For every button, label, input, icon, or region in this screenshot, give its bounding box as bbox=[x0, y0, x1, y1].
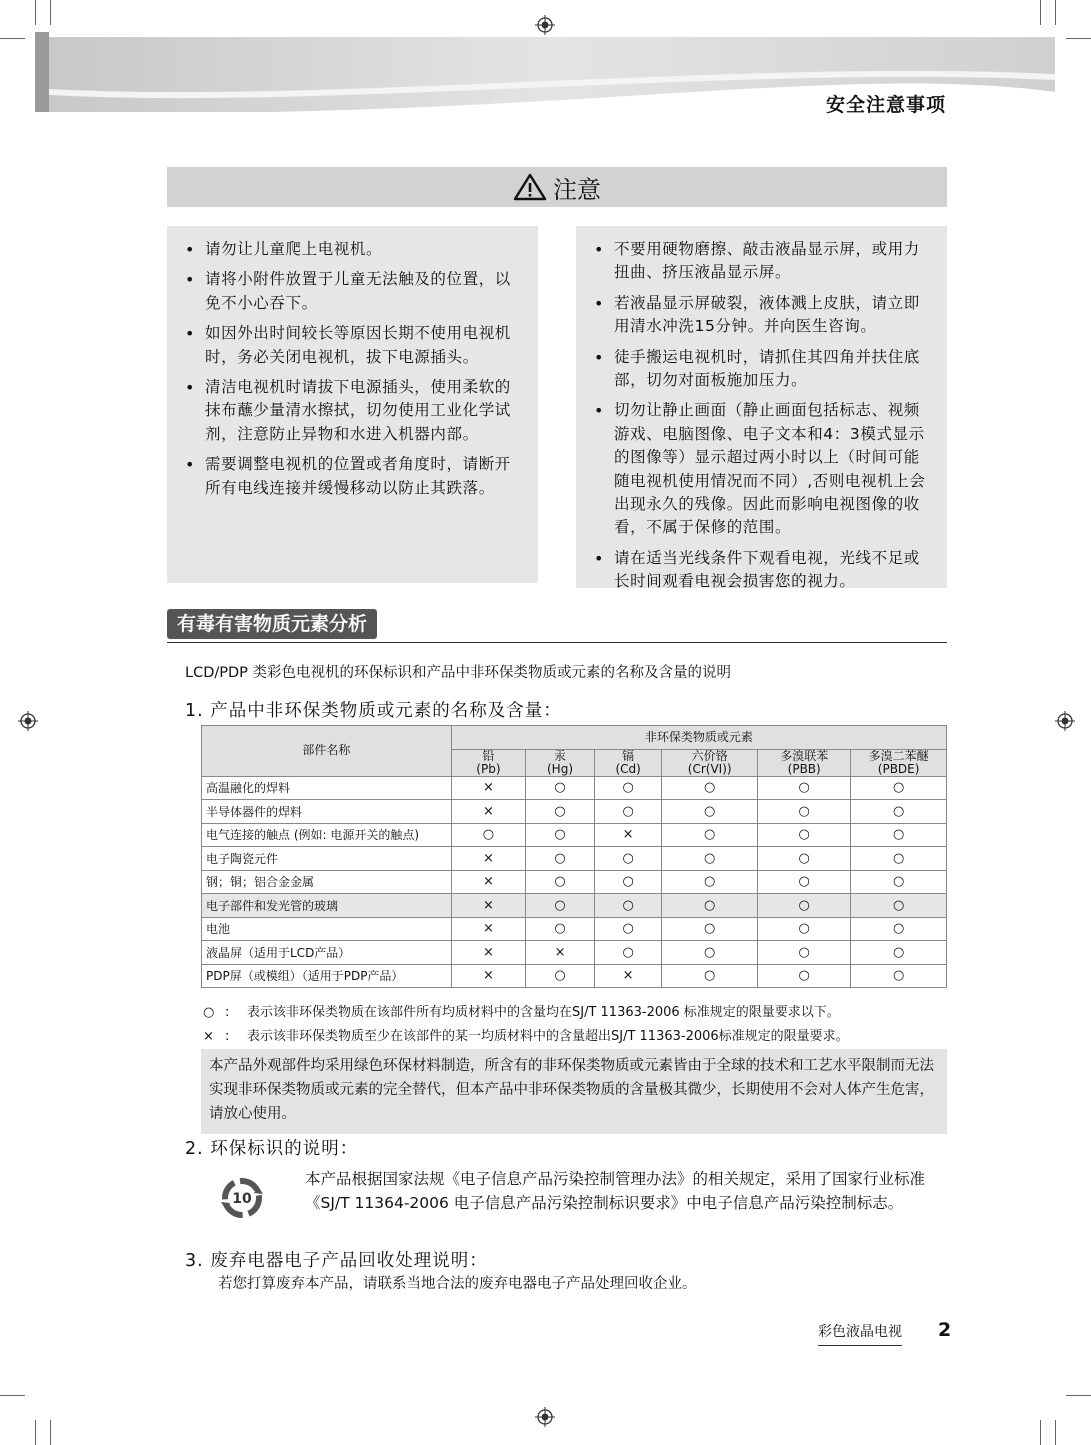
part-name-cell: 钢；铜；铝合金金属 bbox=[202, 870, 452, 894]
column-name: 铅 bbox=[482, 748, 495, 763]
column-header bbox=[451, 749, 525, 776]
substance-cell: ○ bbox=[662, 847, 758, 871]
warning-triangle-icon bbox=[513, 173, 547, 201]
subsection-3-body: 若您打算废弃本产品，请联系当地合法的废弃电器电子产品处理回收企业。 bbox=[218, 1276, 697, 1292]
column-symbol: (PBB) bbox=[787, 761, 821, 776]
crop-mark bbox=[50, 0, 51, 25]
substance-cell: ○ bbox=[851, 917, 947, 941]
substance-cell: ○ bbox=[526, 917, 595, 941]
list-item: • 请勿让儿童爬上电视机。 bbox=[181, 238, 524, 261]
substance-cell: ○ bbox=[526, 870, 595, 894]
substance-cell: × bbox=[451, 870, 525, 894]
registration-mark-icon bbox=[1055, 711, 1075, 731]
crop-mark bbox=[1066, 38, 1091, 39]
substance-cell: × bbox=[451, 800, 525, 824]
substance-cell: ○ bbox=[526, 847, 595, 871]
caution-banner bbox=[167, 167, 947, 207]
column-header bbox=[851, 749, 947, 776]
substance-cell: ○ bbox=[758, 870, 851, 894]
substance-cell: ○ bbox=[595, 894, 662, 918]
note-box: 本产品外观部件均采用绿色环保材料制造，所含有的非环保类物质或元素皆由于全球的技术和工艺水平限制而无法实现非环保类物质或元素的完全替代，但本产品中非环保类物质的含量极其微少，长期使用不会对人体产生危害，请放心使用。 bbox=[201, 1049, 947, 1134]
table-row bbox=[202, 776, 947, 800]
substance-cell: ○ bbox=[758, 894, 851, 918]
part-name-cell: 高温融化的焊料 bbox=[202, 776, 452, 800]
substance-cell: ○ bbox=[595, 776, 662, 800]
legend-item: × : 表示该非环保类物质至少在该部件的某一均质材料中的含量超出SJ/T 11363-2006标准规定的限量要求。 bbox=[203, 1029, 849, 1044]
substance-cell: ○ bbox=[595, 847, 662, 871]
substance-cell: ○ bbox=[758, 800, 851, 824]
substance-cell: ○ bbox=[758, 847, 851, 871]
legend-symbol: × bbox=[203, 1029, 214, 1044]
column-name: 多溴二苯醚 bbox=[868, 748, 929, 763]
hazard-table bbox=[201, 725, 947, 988]
substance-cell: ○ bbox=[758, 964, 851, 988]
legend-symbol: ○ bbox=[203, 1005, 215, 1020]
crop-mark bbox=[1040, 0, 1041, 25]
substance-cell: ○ bbox=[851, 776, 947, 800]
substance-cell: ○ bbox=[595, 917, 662, 941]
substance-cell: ○ bbox=[851, 894, 947, 918]
substance-cell: ○ bbox=[851, 823, 947, 847]
substance-cell: ○ bbox=[595, 941, 662, 965]
column-header bbox=[662, 749, 758, 776]
caution-title: 注意 bbox=[553, 175, 601, 204]
list-item: • 清洁电视机时请拔下电源插头，使用柔软的抹布蘸少量清水擦拭，切勿使用工业化学试剂，注意防止异物和水进入机器内部。 bbox=[181, 376, 524, 446]
substance-cell: × bbox=[595, 964, 662, 988]
list-item: • 需要调整电视机的位置或者角度时，请断开所有电线连接并缓慢移动以防止其跌落。 bbox=[181, 453, 524, 500]
substance-cell: ○ bbox=[662, 964, 758, 988]
table-row bbox=[202, 894, 947, 918]
list-item: • 切勿让静止画面（静止画面包括标志、视频游戏、电脑图像、电子文本和4：3模式显示的图像等）显示超过两小时以上（时间可能随电视机使用情况而不同）,否则电视机上会出现永久的残像。因此而影响电视图像的收看，不属于保修的范围。 bbox=[590, 399, 933, 539]
crop-mark bbox=[50, 1420, 51, 1445]
column-header bbox=[595, 749, 662, 776]
substance-cell: ○ bbox=[662, 800, 758, 824]
column-name: 多溴联苯 bbox=[780, 748, 829, 763]
crop-mark bbox=[1040, 1420, 1041, 1445]
substance-cell: ○ bbox=[851, 870, 947, 894]
substance-cell: ○ bbox=[662, 870, 758, 894]
substance-cell: ○ bbox=[758, 941, 851, 965]
column-name: 镉 bbox=[622, 748, 635, 763]
part-name-cell: 电子陶瓷元件 bbox=[202, 847, 452, 871]
column-symbol: (Hg) bbox=[547, 761, 574, 776]
crop-mark bbox=[1066, 1395, 1091, 1396]
substance-cell: ○ bbox=[851, 847, 947, 871]
crop-mark bbox=[0, 1395, 25, 1396]
substance-cell: × bbox=[451, 941, 525, 965]
registration-mark-icon bbox=[535, 1407, 555, 1427]
group-header: 非环保类物质或元素 bbox=[451, 726, 946, 750]
substance-cell: ○ bbox=[851, 964, 947, 988]
column-name: 六价铬 bbox=[691, 748, 728, 763]
part-header: 部件名称 bbox=[202, 726, 452, 777]
registration-mark-icon bbox=[535, 15, 555, 35]
table-row bbox=[202, 823, 947, 847]
crop-mark bbox=[35, 1420, 36, 1445]
list-item: • 徒手搬运电视机时，请抓住其四角并扶住底部，切勿对面板施加压力。 bbox=[590, 346, 933, 393]
subsection-1-title: 1. 产品中非环保类物质或元素的名称及含量： bbox=[185, 701, 562, 721]
substance-cell: ○ bbox=[662, 917, 758, 941]
table-row bbox=[202, 800, 947, 824]
part-name-cell: 液晶屏（适用于LCD产品） bbox=[202, 941, 452, 965]
subsection-3-title: 3. 废弃电器电子产品回收处理说明： bbox=[185, 1251, 488, 1271]
column-symbol: (Cd) bbox=[615, 761, 641, 776]
substance-cell: ○ bbox=[662, 894, 758, 918]
substance-cell: × bbox=[451, 847, 525, 871]
substance-cell: ○ bbox=[595, 870, 662, 894]
registration-mark-icon bbox=[18, 711, 38, 731]
part-name-cell: 电气连接的触点 (例如: 电源开关的触点) bbox=[202, 823, 452, 847]
table-row bbox=[202, 870, 947, 894]
list-item: • 请在适当光线条件下观看电视，光线不足或长时间观看电视会损害您的视力。 bbox=[590, 547, 933, 594]
footer-label: 彩色液晶电视 bbox=[818, 1321, 902, 1346]
substance-cell: ○ bbox=[526, 800, 595, 824]
crop-mark bbox=[35, 0, 36, 25]
substance-cell: ○ bbox=[526, 776, 595, 800]
part-name-cell: 电子部件和发光管的玻璃 bbox=[202, 894, 452, 918]
column-header bbox=[526, 749, 595, 776]
column-name: 汞 bbox=[554, 748, 567, 763]
column-symbol: (Cr(VI)) bbox=[687, 761, 732, 776]
subsection-2-title: 2. 环保标识的说明： bbox=[185, 1139, 359, 1159]
epup-10-logo-icon bbox=[216, 1172, 268, 1224]
caution-panel-right bbox=[576, 226, 947, 591]
substance-cell: ○ bbox=[758, 823, 851, 847]
hazard-intro: LCD/PDP 类彩色电视机的环保标识和产品中非环保类物质或元素的名称及含量的说明 bbox=[185, 665, 732, 681]
subsection-2-body: 本产品根据国家法规《电子信息产品污染控制管理办法》的相关规定，采用了国家行业标准《SJ/T 11364-2006 电子信息产品污染控制标识要求》中电子信息产品污染控制标志。 bbox=[305, 1170, 926, 1212]
substance-cell: ○ bbox=[662, 823, 758, 847]
crop-mark bbox=[0, 38, 25, 39]
substance-cell: ○ bbox=[662, 776, 758, 800]
crop-mark bbox=[1055, 0, 1056, 25]
substance-cell: ○ bbox=[526, 964, 595, 988]
part-name-cell: 电池 bbox=[202, 917, 452, 941]
substance-cell: ○ bbox=[851, 800, 947, 824]
table-row bbox=[202, 964, 947, 988]
crop-mark bbox=[1055, 1420, 1056, 1445]
substance-cell: ○ bbox=[451, 823, 525, 847]
legend-text: 表示该非环保类物质在该部件所有均质材料中的含量均在SJ/T 11363-2006 标准规定的限量要求以下。 bbox=[247, 1005, 840, 1020]
hazard-heading: 有毒有害物质元素分析 bbox=[167, 609, 377, 639]
substance-cell: ○ bbox=[526, 894, 595, 918]
part-name-cell: PDP屏（或模组）（适用于PDP产品） bbox=[202, 964, 452, 988]
substance-cell: × bbox=[526, 941, 595, 965]
column-header bbox=[758, 749, 851, 776]
table-row bbox=[202, 917, 947, 941]
substance-cell: × bbox=[451, 917, 525, 941]
column-symbol: (Pb) bbox=[476, 761, 501, 776]
substance-cell: ○ bbox=[662, 941, 758, 965]
substance-cell: ○ bbox=[595, 800, 662, 824]
substance-cell: × bbox=[451, 964, 525, 988]
legend-text: 表示该非环保类物质至少在该部件的某一均质材料中的含量超出SJ/T 11363-2006标准规定的限量要求。 bbox=[247, 1029, 849, 1044]
list-item: • 请将小附件放置于儿童无法触及的位置，以免不小心吞下。 bbox=[181, 268, 524, 315]
legend-item: ○ : 表示该非环保类物质在该部件所有均质材料中的含量均在SJ/T 11363-2006 标准规定的限量要求以下。 bbox=[203, 1005, 840, 1020]
list-item: • 不要用硬物磨擦、敲击液晶显示屏，或用力扭曲、挤压液晶显示屏。 bbox=[590, 238, 933, 285]
divider bbox=[167, 642, 947, 643]
logo-number: 10 bbox=[232, 1191, 252, 1207]
substance-cell: ○ bbox=[758, 917, 851, 941]
substance-cell: ○ bbox=[851, 941, 947, 965]
substance-cell: ○ bbox=[758, 776, 851, 800]
list-item: • 若液晶显示屏破裂，液体溅上皮肤，请立即用清水冲洗15分钟。并向医生咨询。 bbox=[590, 292, 933, 339]
substance-cell: × bbox=[595, 823, 662, 847]
table-row bbox=[202, 847, 947, 871]
substance-cell: × bbox=[451, 894, 525, 918]
list-item: • 如因外出时间较长等原因长期不使用电视机时，务必关闭电视机，拔下电源插头。 bbox=[181, 322, 524, 369]
part-name-cell: 半导体器件的焊料 bbox=[202, 800, 452, 824]
caution-panel-left bbox=[167, 226, 538, 583]
substance-cell: ○ bbox=[526, 823, 595, 847]
page-number: 2 bbox=[938, 1319, 952, 1341]
substance-cell: × bbox=[451, 776, 525, 800]
section-title: 安全注意事项 bbox=[825, 94, 946, 116]
column-symbol: (PBDE) bbox=[877, 761, 920, 776]
table-row bbox=[202, 941, 947, 965]
